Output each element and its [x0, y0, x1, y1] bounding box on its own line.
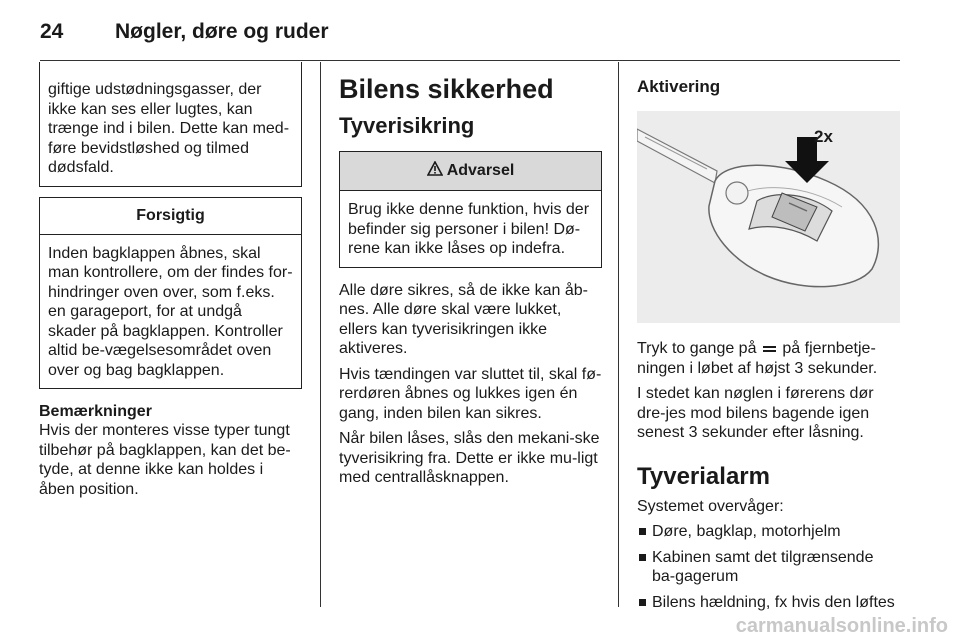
chapter-title: Nøgler, døre og ruder	[115, 20, 329, 43]
bullet-square-icon	[639, 554, 646, 561]
paragraph-3: Når bilen låses, slås den mekani-ske tyverisikring fra. Dette er ikke mu-ligt med centrallåsknappen.	[339, 430, 600, 486]
bullet-square-icon	[639, 528, 646, 535]
column-1	[39, 62, 302, 499]
key-fob-illustration	[637, 111, 900, 323]
notes-text: Hvis der monteres visse typer tungt tilbehør på bagklappen, kan det be-tyde, at denne ikke kan holdes i åben position.	[39, 422, 291, 498]
press-count-label: 2x	[814, 127, 833, 146]
caution-box	[39, 197, 302, 390]
page-header	[40, 20, 329, 50]
caution-text: Inden bagklappen åbnes, skal man kontrollere, om der findes for-hindringer oven over, som f.eks. en garageport, for at undgå skader på bagklappen. Kontroller altid be-vægelsesområdet oven over og bag bagklappen.	[48, 244, 293, 379]
continued-warning-text: giftige udstødningsgasser, der ikke kan ses eller lugtes, kan trænge ind i bilen. Dette kan med-føre bevidstløshed og tilmed dødsfald.	[48, 81, 290, 176]
list-item: Døre, bagklap, motorhjelm	[637, 522, 900, 542]
alarm-bullet-list	[637, 522, 900, 612]
list-item: Bilens hældning, fx hvis den løftes	[637, 593, 900, 613]
activation-text-prefix: Tryk to gange på	[637, 340, 757, 357]
column-2	[339, 62, 602, 488]
activation-paragraph-1	[637, 339, 900, 378]
column-3	[637, 62, 900, 612]
warning-triangle-icon	[427, 161, 443, 181]
activation-text-suffix: på fjernbetje-ningen i løbet af højst 3 sekunder.	[637, 340, 878, 377]
watermark: carmanualsonline.info	[735, 615, 948, 637]
column-divider-1	[320, 62, 321, 607]
subsection-heading: Tyverisikring	[339, 113, 475, 138]
notes-title: Bemærkninger	[39, 403, 152, 420]
caution-title: Forsigtig	[40, 198, 301, 235]
paragraph-1: Alle døre sikres, så de ikke kan åb-nes. Alle døre skal være lukket, ellers kan tyverisikringen ikke aktiveres.	[339, 281, 588, 357]
bullet-square-icon	[639, 599, 646, 606]
alarm-intro: Systemet overvåger:	[637, 497, 784, 515]
warning-box	[339, 151, 602, 268]
warning-header	[340, 152, 601, 191]
warning-title: Advarsel	[446, 162, 515, 179]
alarm-heading: Tyverialarm	[637, 462, 770, 490]
page-number: 24	[40, 20, 64, 43]
notes-section	[39, 403, 302, 499]
section-heading: Bilens sikkerhed	[339, 74, 554, 104]
lock-menu-icon	[763, 344, 776, 354]
activation-paragraph-2: I stedet kan nøglen i førerens dør dre-jes mod bilens bagende igen senest 3 sekunder efter låsning.	[637, 385, 874, 441]
activation-heading: Aktivering	[637, 77, 721, 96]
key-fob-figure	[637, 111, 900, 323]
warning-text: Brug ikke denne funktion, hvis der befinder sig personer i bilen! Dø-rene kan ikke låses op indefra.	[348, 201, 590, 257]
paragraph-2: Hvis tændingen var sluttet til, skal fø-rerdøren åbnes og lukkes igen én gang, inden bilen kan sikres.	[339, 365, 602, 422]
header-rule	[40, 60, 900, 61]
column-divider-2	[618, 62, 619, 607]
list-item: Kabinen samt det tilgrænsende ba-gagerum	[637, 548, 900, 587]
continued-warning-box	[39, 62, 302, 187]
